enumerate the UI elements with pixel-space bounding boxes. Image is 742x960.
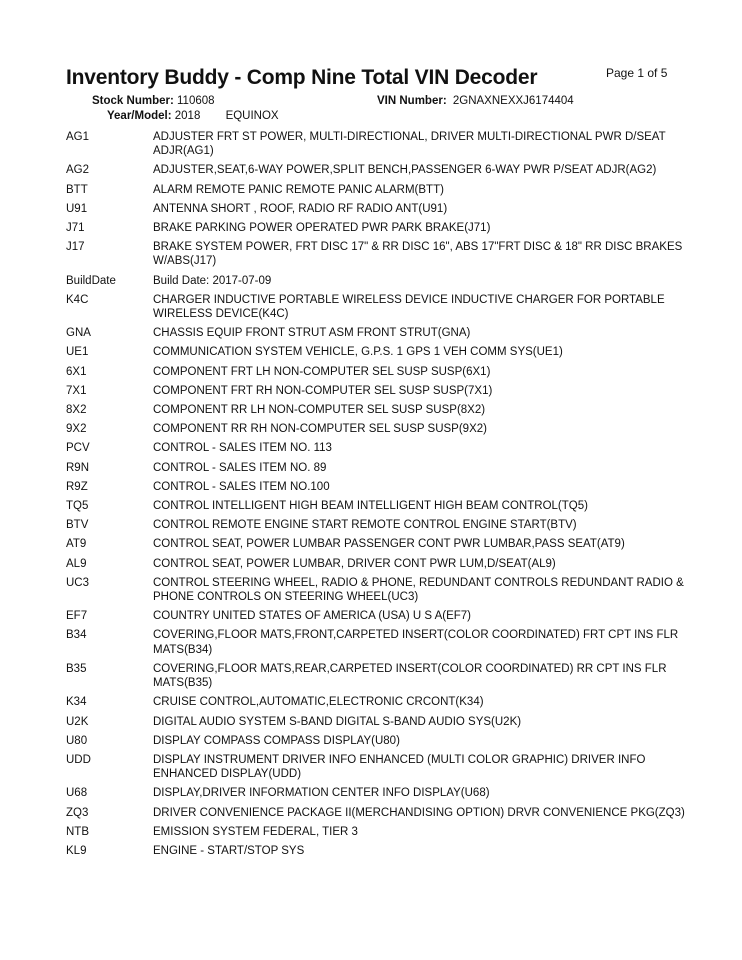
option-description: ANTENNA SHORT , ROOF, RADIO RF RADIO ANT(U91)	[153, 202, 448, 215]
option-description: CONTROL STEERING WHEEL, RADIO & PHONE, REDUNDANT CONTROLS REDUNDANT RADIO & PHONE CONTROLS ON STEERING WHEEL(UC3)	[153, 576, 684, 604]
option-description: Build Date: 2017-07-09	[153, 274, 272, 287]
year-value: 2018	[174, 110, 201, 122]
option-description: COUNTRY UNITED STATES OF AMERICA (USA) U S A(EF7)	[153, 610, 471, 623]
option-row	[66, 345, 686, 359]
option-code: PCV	[66, 442, 90, 455]
option-description: ADJUSTER,SEAT,6-WAY POWER,SPLIT BENCH,PASSENGER 6-WAY PWR P/SEAT ADJR(AG2)	[153, 164, 657, 177]
option-description: COMPONENT RR RH NON-COMPUTER SEL SUSP SUSP(9X2)	[153, 423, 487, 436]
option-description: COVERING,FLOOR MATS,FRONT,CARPETED INSERT(COLOR COORDINATED) FRT CPT INS FLR MATS(B34)	[153, 629, 679, 656]
option-description: COMPONENT FRT LH NON-COMPUTER SEL SUSP SUSP(6X1)	[153, 365, 491, 378]
option-row	[66, 806, 686, 820]
option-description: CONTROL SEAT, POWER LUMBAR, DRIVER CONT PWR LUM,D/SEAT(AL9)	[153, 557, 556, 570]
option-code: U68	[66, 787, 88, 800]
option-code: K34	[66, 696, 87, 709]
option-code: EF7	[66, 610, 88, 623]
option-row	[66, 183, 686, 197]
option-code: K4C	[66, 293, 89, 306]
option-code: UC3	[66, 576, 90, 589]
option-row	[66, 480, 686, 494]
option-code: R9N	[66, 461, 90, 474]
option-code: UE1	[66, 346, 89, 359]
option-row	[66, 365, 686, 379]
option-row	[66, 825, 686, 839]
option-row	[66, 695, 686, 709]
option-code: 6X1	[66, 365, 87, 378]
option-row	[66, 628, 686, 656]
option-row	[66, 715, 686, 729]
option-code: GNA	[66, 327, 91, 340]
option-code: AL9	[66, 557, 87, 570]
option-row	[66, 422, 686, 436]
option-row	[66, 293, 686, 321]
option-row	[66, 274, 686, 288]
option-row	[66, 240, 686, 268]
option-description: DRIVER CONVENIENCE PACKAGE II(MERCHANDISING OPTION) DRVR CONVENIENCE PKG(ZQ3)	[153, 806, 685, 819]
vin-number-value: 2GNAXNEXXJ6174404	[452, 95, 574, 107]
option-description: CONTROL - SALES ITEM NO.100	[153, 480, 330, 493]
option-code: KL9	[66, 844, 87, 857]
option-code: U2K	[66, 715, 89, 728]
stock-number-field	[92, 95, 215, 107]
option-code: BTT	[66, 183, 88, 196]
vin-number-label: VIN Number:	[377, 95, 447, 107]
option-code: B34	[66, 629, 87, 642]
option-code-list	[66, 130, 686, 863]
stock-number-label: Stock Number:	[92, 95, 174, 107]
option-code: 7X1	[66, 384, 87, 397]
option-description: DISPLAY COMPASS COMPASS DISPLAY(U80)	[153, 734, 400, 747]
option-row	[66, 499, 686, 513]
option-description: COMPONENT RR LH NON-COMPUTER SEL SUSP SUSP(8X2)	[153, 404, 486, 417]
option-description: EMISSION SYSTEM FEDERAL, TIER 3	[153, 825, 358, 838]
option-row	[66, 441, 686, 455]
option-row	[66, 557, 686, 571]
option-code: UDD	[66, 753, 91, 766]
year-model-field	[107, 110, 279, 122]
model-value: EQUINOX	[225, 110, 279, 122]
option-code: 8X2	[66, 404, 87, 417]
page-number: Page 1 of 5	[606, 66, 668, 80]
document-title: Inventory Buddy - Comp Nine Total VIN Decoder	[66, 66, 538, 89]
option-description: COMMUNICATION SYSTEM VEHICLE, G.P.S. 1 GPS 1 VEH COMM SYS(UE1)	[153, 346, 563, 359]
option-description: BRAKE PARKING POWER OPERATED PWR PARK BRAKE(J71)	[153, 222, 491, 235]
option-row	[66, 202, 686, 216]
option-row	[66, 461, 686, 475]
option-row	[66, 384, 686, 398]
option-row	[66, 753, 686, 781]
option-description: DISPLAY INSTRUMENT DRIVER INFO ENHANCED (MULTI COLOR GRAPHIC) DRIVER INFO ENHANCED DISPLAY(UDD)	[153, 753, 646, 781]
option-code: AT9	[66, 538, 87, 551]
option-description: COMPONENT FRT RH NON-COMPUTER SEL SUSP SUSP(7X1)	[153, 384, 493, 397]
option-row	[66, 326, 686, 340]
option-description: CHASSIS EQUIP FRONT STRUT ASM FRONT STRUT(GNA)	[153, 327, 471, 340]
option-code: BTV	[66, 519, 89, 532]
option-code: AG2	[66, 164, 90, 177]
option-description: CRUISE CONTROL,AUTOMATIC,ELECTRONIC CRCONT(K34)	[153, 696, 484, 709]
option-description: CONTROL - SALES ITEM NO. 89	[153, 461, 327, 474]
vin-number-field	[377, 95, 574, 107]
option-code: U91	[66, 202, 88, 215]
option-description: CONTROL - SALES ITEM NO. 113	[153, 442, 332, 455]
option-code: 9X2	[66, 423, 87, 436]
stock-number-value: 110608	[177, 95, 215, 107]
option-code: J71	[66, 222, 85, 235]
option-row	[66, 221, 686, 235]
option-description: ADJUSTER FRT ST POWER, MULTI-DIRECTIONAL, DRIVER MULTI-DIRECTIONAL PWR D/SEAT ADJR(AG1)	[153, 131, 666, 158]
option-code: BuildDate	[66, 274, 116, 287]
option-description: COVERING,FLOOR MATS,REAR,CARPETED INSERT(COLOR COORDINATED) RR CPT INS FLR MATS(B35)	[153, 662, 667, 690]
option-description: CONTROL INTELLIGENT HIGH BEAM INTELLIGENT HIGH BEAM CONTROL(TQ5)	[153, 500, 588, 513]
option-code: TQ5	[66, 500, 89, 513]
option-row	[66, 734, 686, 748]
option-code: NTB	[66, 825, 89, 838]
option-description: BRAKE SYSTEM POWER, FRT DISC 17" & RR DISC 16", ABS 17"FRT DISC & 18" RR DISC BRAKES W/ABS(J17)	[153, 241, 683, 268]
option-description: CONTROL SEAT, POWER LUMBAR PASSENGER CONT PWR LUMBAR,PASS SEAT(AT9)	[153, 538, 625, 551]
option-row	[66, 163, 686, 177]
option-row	[66, 662, 686, 690]
option-code: R9Z	[66, 480, 88, 493]
option-row	[66, 576, 686, 604]
option-row	[66, 537, 686, 551]
option-code: AG1	[66, 131, 90, 143]
option-description: CHARGER INDUCTIVE PORTABLE WIRELESS DEVICE INDUCTIVE CHARGER FOR PORTABLE WIRELESS DEVICE(K4C)	[153, 293, 665, 321]
option-code: U80	[66, 734, 88, 747]
year-model-label: Year/Model:	[107, 110, 172, 122]
option-row	[66, 786, 686, 800]
option-row	[66, 403, 686, 417]
option-description: CONTROL REMOTE ENGINE START REMOTE CONTROL ENGINE START(BTV)	[153, 519, 577, 532]
option-row	[66, 518, 686, 532]
option-description: DIGITAL AUDIO SYSTEM S-BAND DIGITAL S-BAND AUDIO SYS(U2K)	[153, 715, 522, 728]
option-code: B35	[66, 662, 87, 675]
option-row	[66, 609, 686, 623]
option-row	[66, 130, 686, 158]
option-code: J17	[66, 241, 85, 254]
option-description: ALARM REMOTE PANIC REMOTE PANIC ALARM(BTT)	[153, 183, 444, 196]
option-row	[66, 844, 686, 858]
option-description: ENGINE - START/STOP SYS	[153, 844, 305, 857]
option-description: DISPLAY,DRIVER INFORMATION CENTER INFO DISPLAY(U68)	[153, 787, 490, 800]
option-code: ZQ3	[66, 806, 89, 819]
